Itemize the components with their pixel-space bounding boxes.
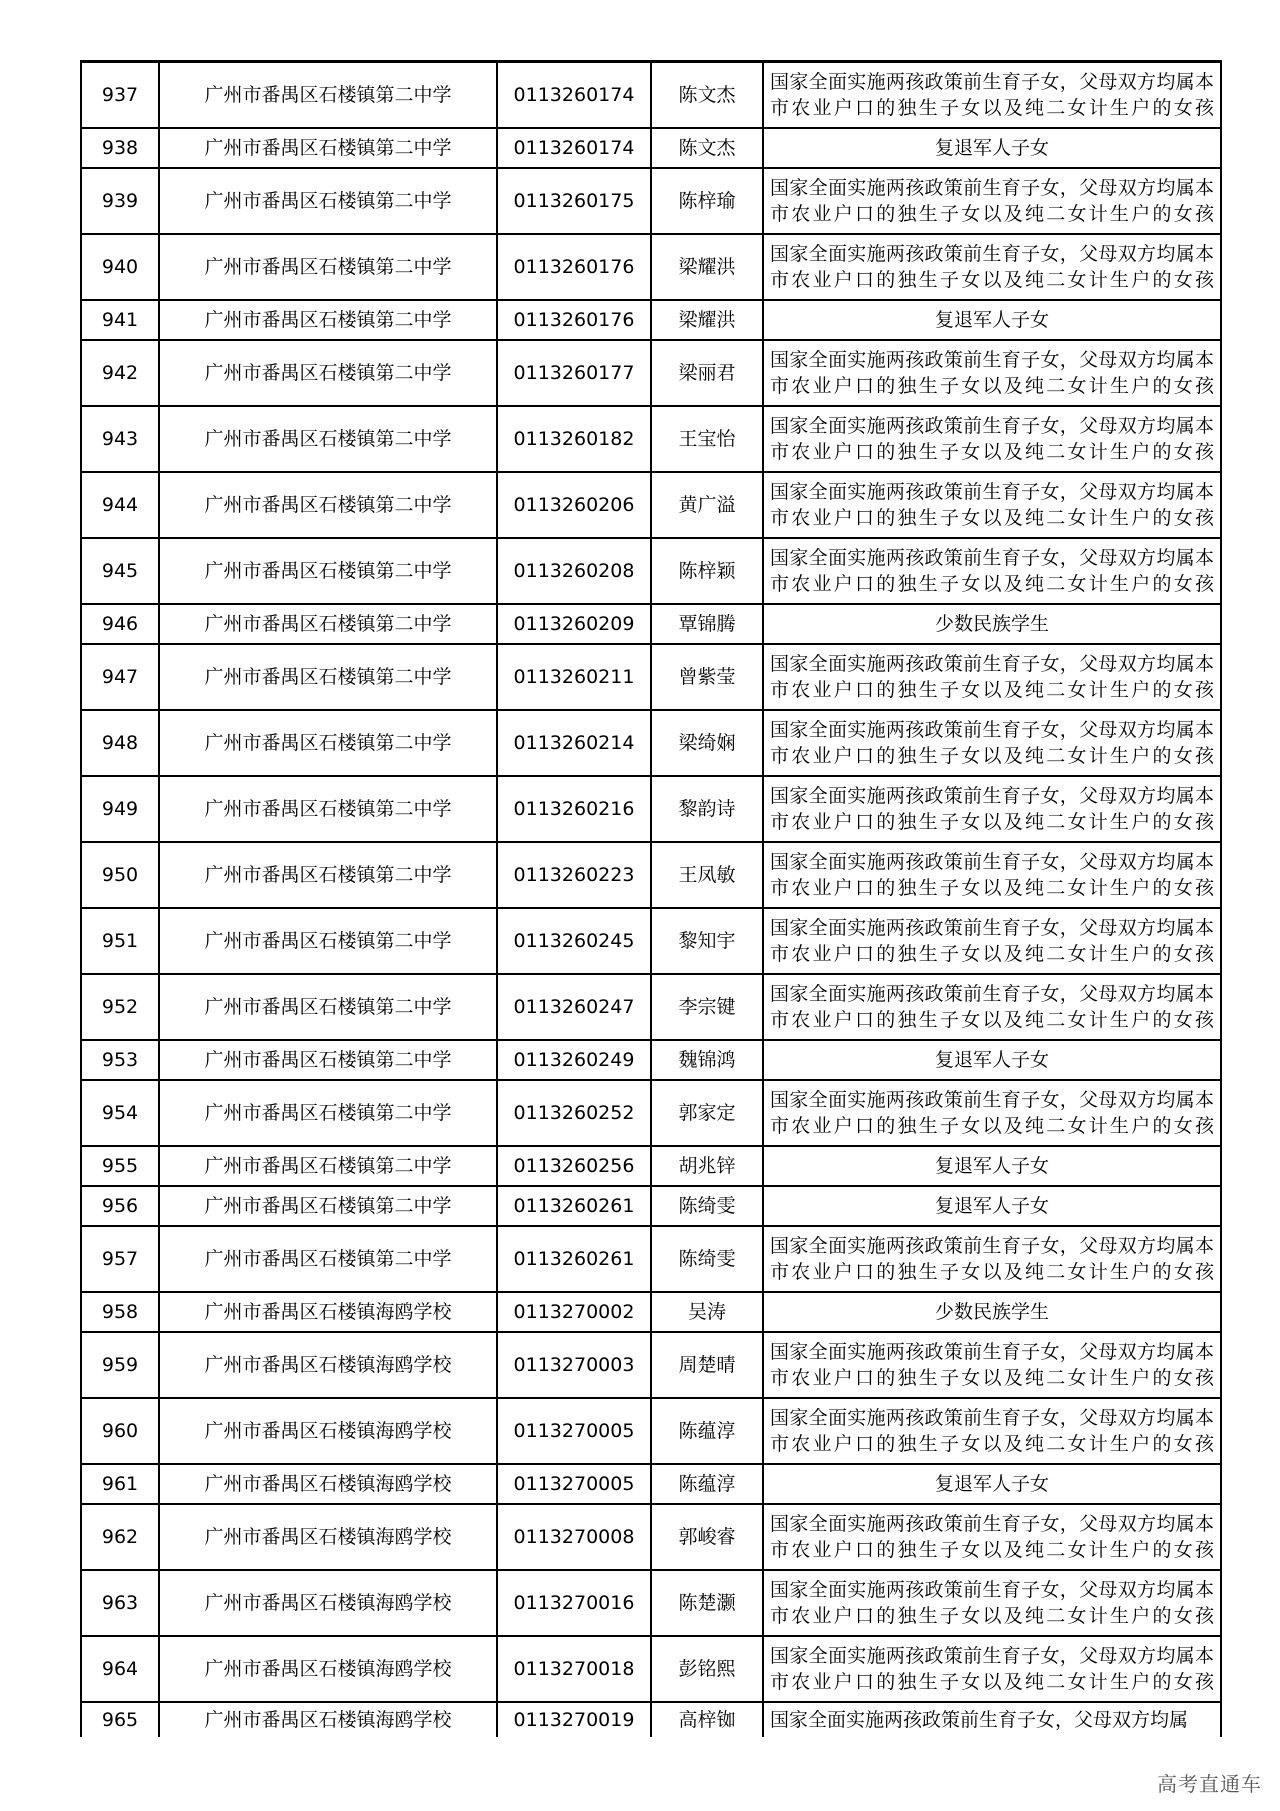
- student-name-cell: 覃锦腾: [651, 604, 763, 644]
- student-name-cell: 梁丽君: [651, 340, 763, 406]
- student-code-cell: 0113260176: [497, 234, 651, 300]
- category-text: 复退军人子女: [934, 1154, 1049, 1177]
- student-name-cell: 李宗键: [651, 974, 763, 1040]
- category-cell: [763, 538, 1221, 604]
- student-name-cell: 陈梓颖: [651, 538, 763, 604]
- student-code-cell: 0113260175: [497, 168, 651, 234]
- category-cell: [763, 1040, 1221, 1080]
- school-cell: 广州市番禺区石楼镇海鸥学校: [159, 1636, 497, 1702]
- student-code-cell: 0113260174: [497, 128, 651, 168]
- student-name-cell: 郭家定: [651, 1080, 763, 1146]
- school-cell: 广州市番禺区石楼镇第二中学: [159, 1186, 497, 1226]
- category-text: 少数民族学生: [934, 612, 1049, 635]
- row-number-cell: 949: [81, 776, 159, 842]
- category-text: 复退军人子女: [934, 1472, 1049, 1495]
- category-cell: [763, 1080, 1221, 1146]
- category-cell: [763, 472, 1221, 538]
- school-cell: 广州市番禺区石楼镇第二中学: [159, 776, 497, 842]
- student-code-cell: 0113260256: [497, 1146, 651, 1186]
- row-number-cell: 944: [81, 472, 159, 538]
- category-text: 国家全面实施两孩政策前生育子女，父母双方均属本市农业户口的独生子女以及纯二女计生户的女孩: [770, 1579, 1214, 1627]
- category-text: 国家全面实施两孩政策前生育子女，父母双方均属本市农业户口的独生子女以及纯二女计生户的女孩: [770, 177, 1214, 225]
- table-row: [81, 1080, 1221, 1146]
- row-number-cell: 939: [81, 168, 159, 234]
- row-number-cell: 947: [81, 644, 159, 710]
- table-row: [81, 128, 1221, 168]
- table-row: [81, 538, 1221, 604]
- row-number-cell: 963: [81, 1570, 159, 1636]
- school-cell: 广州市番禺区石楼镇海鸥学校: [159, 1398, 497, 1464]
- school-cell: 广州市番禺区石楼镇第二中学: [159, 1226, 497, 1292]
- school-cell: 广州市番禺区石楼镇第二中学: [159, 908, 497, 974]
- row-number-cell: 955: [81, 1146, 159, 1186]
- row-number-cell: 938: [81, 128, 159, 168]
- category-cell: [763, 908, 1221, 974]
- category-cell: [763, 168, 1221, 234]
- student-code-cell: 0113260206: [497, 472, 651, 538]
- row-number-cell: 964: [81, 1636, 159, 1702]
- row-number-cell: 961: [81, 1464, 159, 1504]
- category-cell: [763, 1702, 1221, 1737]
- school-cell: 广州市番禺区石楼镇第二中学: [159, 1040, 497, 1080]
- row-number-cell: 943: [81, 406, 159, 472]
- school-cell: 广州市番禺区石楼镇第二中学: [159, 234, 497, 300]
- student-code-cell: 0113260249: [497, 1040, 651, 1080]
- category-cell: [763, 842, 1221, 908]
- student-code-cell: 0113270005: [497, 1464, 651, 1504]
- school-cell: 广州市番禺区石楼镇第二中学: [159, 62, 497, 129]
- row-number-cell: 957: [81, 1226, 159, 1292]
- row-number-cell: 945: [81, 538, 159, 604]
- category-cell: [763, 1570, 1221, 1636]
- table-row: [81, 644, 1221, 710]
- school-cell: 广州市番禺区石楼镇第二中学: [159, 644, 497, 710]
- category-cell: [763, 1186, 1221, 1226]
- category-cell: [763, 300, 1221, 340]
- table-row: [81, 1570, 1221, 1636]
- category-cell: [763, 1226, 1221, 1292]
- row-number-cell: 965: [81, 1702, 159, 1737]
- student-code-cell: 0113270003: [497, 1332, 651, 1398]
- row-number-cell: 942: [81, 340, 159, 406]
- category-text: 复退军人子女: [934, 136, 1049, 159]
- student-code-cell: 0113270018: [497, 1636, 651, 1702]
- category-cell: [763, 1398, 1221, 1464]
- category-cell: [763, 62, 1221, 129]
- school-cell: 广州市番禺区石楼镇第二中学: [159, 842, 497, 908]
- category-cell: [763, 1504, 1221, 1570]
- row-number-cell: 954: [81, 1080, 159, 1146]
- table-row: [81, 472, 1221, 538]
- category-cell: [763, 644, 1221, 710]
- category-cell: [763, 340, 1221, 406]
- student-name-cell: 陈绮雯: [651, 1186, 763, 1226]
- student-name-cell: 胡兆锌: [651, 1146, 763, 1186]
- school-cell: 广州市番禺区石楼镇第二中学: [159, 300, 497, 340]
- table-row: [81, 1226, 1221, 1292]
- student-name-cell: 陈梓瑜: [651, 168, 763, 234]
- table-row: [81, 1504, 1221, 1570]
- category-cell: [763, 776, 1221, 842]
- school-cell: 广州市番禺区石楼镇第二中学: [159, 1080, 497, 1146]
- category-text: 国家全面实施两孩政策前生育子女，父母双方均属本市农业户口的独生子女以及纯二女计生户的女孩: [770, 1645, 1214, 1693]
- row-number-cell: 940: [81, 234, 159, 300]
- category-text: 国家全面实施两孩政策前生育子女，父母双方均属本市农业户口的独生子女以及纯二女计生户的女孩: [770, 983, 1214, 1031]
- category-text: 复退军人子女: [934, 1048, 1049, 1071]
- category-text: 国家全面实施两孩政策前生育子女，父母双方均属本市农业户口的独生子女以及纯二女计生户的女孩: [770, 481, 1214, 529]
- student-code-cell: 0113260223: [497, 842, 651, 908]
- student-name-cell: 曾紫莹: [651, 644, 763, 710]
- table-row: [81, 234, 1221, 300]
- student-code-cell: 0113260177: [497, 340, 651, 406]
- table-row: [81, 1332, 1221, 1398]
- category-cell: [763, 1292, 1221, 1332]
- student-name-cell: 陈楚灏: [651, 1570, 763, 1636]
- category-text: 国家全面实施两孩政策前生育子女，父母双方均属本市农业户口的独生子女以及纯二女计生户的女孩: [770, 785, 1214, 833]
- category-cell: [763, 1146, 1221, 1186]
- school-cell: 广州市番禺区石楼镇海鸥学校: [159, 1504, 497, 1570]
- row-number-cell: 959: [81, 1332, 159, 1398]
- row-number-cell: 950: [81, 842, 159, 908]
- school-cell: 广州市番禺区石楼镇海鸥学校: [159, 1332, 497, 1398]
- student-name-cell: 王宝怡: [651, 406, 763, 472]
- student-code-cell: 0113260252: [497, 1080, 651, 1146]
- student-code-cell: 0113270008: [497, 1504, 651, 1570]
- student-code-cell: 0113260176: [497, 300, 651, 340]
- student-code-cell: 0113260209: [497, 604, 651, 644]
- school-cell: 广州市番禺区石楼镇第二中学: [159, 974, 497, 1040]
- table-row: [81, 1398, 1221, 1464]
- table-row: [81, 1146, 1221, 1186]
- student-name-cell: 彭铭熙: [651, 1636, 763, 1702]
- row-number-cell: 952: [81, 974, 159, 1040]
- student-code-cell: 0113260247: [497, 974, 651, 1040]
- category-text: 国家全面实施两孩政策前生育子女，父母双方均属本市农业户口的独生子女以及纯二女计生户的女孩: [770, 243, 1214, 291]
- student-name-cell: 王凤敏: [651, 842, 763, 908]
- student-name-cell: 吴涛: [651, 1292, 763, 1332]
- table-row: [81, 300, 1221, 340]
- table-row: [81, 776, 1221, 842]
- table-row: [81, 1702, 1221, 1737]
- category-text: 国家全面实施两孩政策前生育子女，父母双方均属本市农业户口的独生子女以及纯二女计生户的女孩: [770, 851, 1214, 899]
- category-text: 国家全面实施两孩政策前生育子女，父母双方均属本市农业户口的独生子女以及纯二女计生户的女孩: [770, 349, 1214, 397]
- table-row: [81, 168, 1221, 234]
- row-number-cell: 946: [81, 604, 159, 644]
- student-name-cell: 陈文杰: [651, 128, 763, 168]
- category-text: 国家全面实施两孩政策前生育子女，父母双方均属: [770, 1708, 1189, 1731]
- category-text: 少数民族学生: [934, 1300, 1049, 1323]
- student-code-cell: 0113270002: [497, 1292, 651, 1332]
- school-cell: 广州市番禺区石楼镇第二中学: [159, 472, 497, 538]
- school-cell: 广州市番禺区石楼镇第二中学: [159, 604, 497, 644]
- student-name-cell: 高梓铷: [651, 1702, 763, 1737]
- table-row: [81, 974, 1221, 1040]
- admission-table: [80, 60, 1222, 1737]
- student-code-cell: 0113260214: [497, 710, 651, 776]
- category-text: 国家全面实施两孩政策前生育子女，父母双方均属本市农业户口的独生子女以及纯二女计生户的女孩: [770, 917, 1214, 965]
- category-text: 国家全面实施两孩政策前生育子女，父母双方均属本市农业户口的独生子女以及纯二女计生户的女孩: [770, 719, 1214, 767]
- student-code-cell: 0113260261: [497, 1226, 651, 1292]
- table-row: [81, 908, 1221, 974]
- school-cell: 广州市番禺区石楼镇第二中学: [159, 340, 497, 406]
- category-text: 国家全面实施两孩政策前生育子女，父母双方均属本市农业户口的独生子女以及纯二女计生户的女孩: [770, 1235, 1214, 1283]
- category-cell: [763, 974, 1221, 1040]
- student-name-cell: 梁耀洪: [651, 300, 763, 340]
- table-row: [81, 1464, 1221, 1504]
- roster-sheet: [80, 60, 1214, 1737]
- student-code-cell: 0113270019: [497, 1702, 651, 1737]
- category-text: 国家全面实施两孩政策前生育子女，父母双方均属本市农业户口的独生子女以及纯二女计生户的女孩: [770, 1513, 1214, 1561]
- table-row: [81, 340, 1221, 406]
- school-cell: 广州市番禺区石楼镇第二中学: [159, 710, 497, 776]
- category-cell: [763, 234, 1221, 300]
- table-row: [81, 710, 1221, 776]
- row-number-cell: 958: [81, 1292, 159, 1332]
- student-code-cell: 0113260208: [497, 538, 651, 604]
- category-text: 国家全面实施两孩政策前生育子女，父母双方均属本市农业户口的独生子女以及纯二女计生户的女孩: [770, 1341, 1214, 1389]
- school-cell: 广州市番禺区石楼镇第二中学: [159, 406, 497, 472]
- school-cell: 广州市番禺区石楼镇海鸥学校: [159, 1292, 497, 1332]
- category-cell: [763, 604, 1221, 644]
- student-code-cell: 0113260216: [497, 776, 651, 842]
- student-name-cell: 梁绮娴: [651, 710, 763, 776]
- category-text: 复退军人子女: [934, 1194, 1049, 1217]
- school-cell: 广州市番禺区石楼镇海鸥学校: [159, 1570, 497, 1636]
- category-cell: [763, 1464, 1221, 1504]
- student-name-cell: 魏锦鸿: [651, 1040, 763, 1080]
- row-number-cell: 937: [81, 62, 159, 129]
- student-name-cell: 陈文杰: [651, 62, 763, 129]
- category-cell: [763, 128, 1221, 168]
- school-cell: 广州市番禺区石楼镇第二中学: [159, 538, 497, 604]
- student-name-cell: 郭峻睿: [651, 1504, 763, 1570]
- student-name-cell: 黎知宇: [651, 908, 763, 974]
- student-code-cell: 0113260211: [497, 644, 651, 710]
- category-cell: [763, 1332, 1221, 1398]
- category-text: 国家全面实施两孩政策前生育子女，父母双方均属本市农业户口的独生子女以及纯二女计生户的女孩: [770, 71, 1214, 119]
- student-name-cell: 周楚晴: [651, 1332, 763, 1398]
- table-body: [81, 62, 1221, 1738]
- table-row: [81, 842, 1221, 908]
- student-code-cell: 0113260245: [497, 908, 651, 974]
- student-name-cell: 陈绮雯: [651, 1226, 763, 1292]
- table-row: [81, 1186, 1221, 1226]
- student-name-cell: 黄广溢: [651, 472, 763, 538]
- school-cell: 广州市番禺区石楼镇海鸥学校: [159, 1464, 497, 1504]
- category-cell: [763, 710, 1221, 776]
- row-number-cell: 941: [81, 300, 159, 340]
- student-name-cell: 梁耀洪: [651, 234, 763, 300]
- category-text: 国家全面实施两孩政策前生育子女，父母双方均属本市农业户口的独生子女以及纯二女计生户的女孩: [770, 415, 1214, 463]
- row-number-cell: 960: [81, 1398, 159, 1464]
- student-code-cell: 0113270016: [497, 1570, 651, 1636]
- row-number-cell: 951: [81, 908, 159, 974]
- category-cell: [763, 1636, 1221, 1702]
- watermark: 高考直通车: [1157, 1772, 1262, 1796]
- category-text: 复退军人子女: [934, 308, 1049, 331]
- category-text: 国家全面实施两孩政策前生育子女，父母双方均属本市农业户口的独生子女以及纯二女计生户的女孩: [770, 653, 1214, 701]
- category-text: 国家全面实施两孩政策前生育子女，父母双方均属本市农业户口的独生子女以及纯二女计生户的女孩: [770, 547, 1214, 595]
- table-row: [81, 1292, 1221, 1332]
- student-code-cell: 0113260174: [497, 62, 651, 129]
- category-cell: [763, 406, 1221, 472]
- school-cell: 广州市番禺区石楼镇第二中学: [159, 1146, 497, 1186]
- student-code-cell: 0113270005: [497, 1398, 651, 1464]
- student-code-cell: 0113260261: [497, 1186, 651, 1226]
- table-row: [81, 1636, 1221, 1702]
- school-cell: 广州市番禺区石楼镇海鸥学校: [159, 1702, 497, 1737]
- row-number-cell: 953: [81, 1040, 159, 1080]
- table-row: [81, 406, 1221, 472]
- category-text: 国家全面实施两孩政策前生育子女，父母双方均属本市农业户口的独生子女以及纯二女计生户的女孩: [770, 1407, 1214, 1455]
- table-row: [81, 1040, 1221, 1080]
- table-row: [81, 62, 1221, 129]
- student-code-cell: 0113260182: [497, 406, 651, 472]
- school-cell: 广州市番禺区石楼镇第二中学: [159, 128, 497, 168]
- student-name-cell: 黎韵诗: [651, 776, 763, 842]
- category-text: 国家全面实施两孩政策前生育子女，父母双方均属本市农业户口的独生子女以及纯二女计生户的女孩: [770, 1089, 1214, 1137]
- row-number-cell: 962: [81, 1504, 159, 1570]
- school-cell: 广州市番禺区石楼镇第二中学: [159, 168, 497, 234]
- row-number-cell: 948: [81, 710, 159, 776]
- student-name-cell: 陈蕴淳: [651, 1464, 763, 1504]
- student-name-cell: 陈蕴淳: [651, 1398, 763, 1464]
- row-number-cell: 956: [81, 1186, 159, 1226]
- table-row: [81, 604, 1221, 644]
